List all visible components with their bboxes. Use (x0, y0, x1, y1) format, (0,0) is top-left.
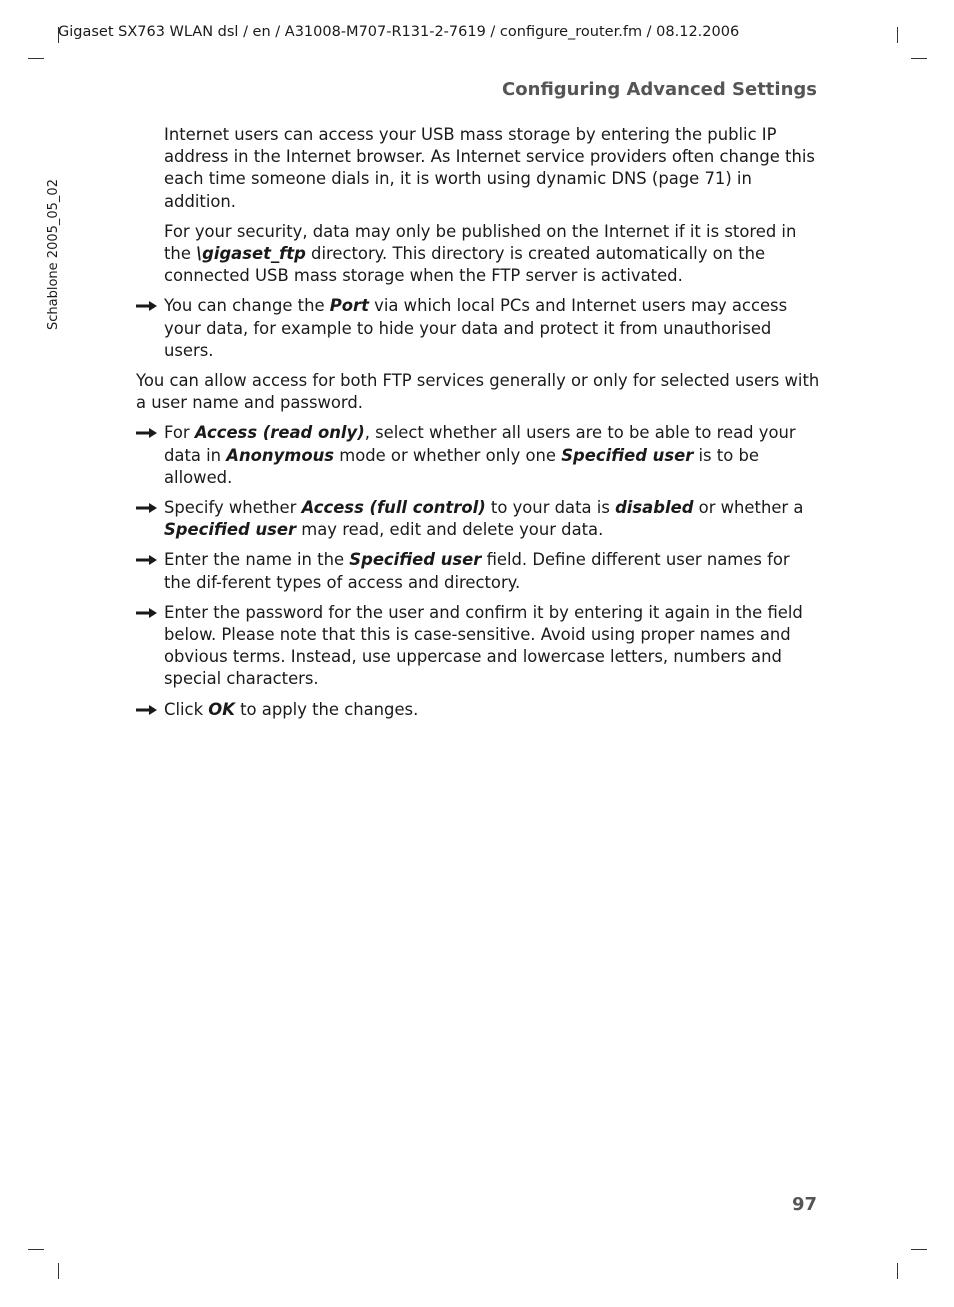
crop-mark (58, 1263, 59, 1279)
arrow-right-icon (136, 422, 158, 444)
ui-term: Access (full control) (301, 498, 486, 518)
ui-term: Anonymous (226, 445, 335, 465)
text-run: Enter the name in the (164, 550, 350, 570)
instruction-step (136, 295, 820, 362)
text-run: mode or whether only one (334, 445, 562, 465)
page-content (136, 124, 820, 729)
page-number: 97 (791, 1194, 817, 1215)
instruction-step (136, 497, 820, 541)
ui-term: Specified user (349, 550, 482, 570)
text-run: directory. This directory is created automatically on the connected USB mass storage when the FTP server is activated. (164, 244, 766, 286)
instruction-step (136, 699, 820, 721)
crop-mark (897, 1263, 898, 1279)
crop-mark (911, 58, 927, 59)
arrow-right-icon (136, 602, 158, 624)
text-run: field. Define different user names for the dif-ferent types of access and directory. (164, 550, 790, 592)
instruction-step (136, 549, 820, 593)
crop-mark (28, 58, 44, 59)
document-header (58, 24, 739, 40)
text-run: For your security, data may only be published on the Internet if it is stored in the (164, 221, 797, 264)
paragraph: You can allow access for both FTP services generally or only for selected users with a user name and password. (136, 371, 820, 413)
text-run: For (164, 423, 195, 443)
template-label: Schablone 2005_05_02 (46, 179, 61, 330)
text-run: is to be allowed. (164, 445, 759, 487)
crop-mark (28, 1249, 44, 1250)
text-run: via which local PCs and Internet users may access your data, for example to hide your data and protect it from unauthorised users. (164, 296, 788, 360)
text-run: to your data is (485, 498, 616, 518)
text-run: Click (164, 699, 209, 719)
section-title: Configuring Advanced Settings (502, 79, 817, 100)
ui-term: Specified user (164, 520, 297, 540)
header-doc-info: Gigaset SX763 WLAN dsl / en / A31008-M707-R131-2-7619 / configure_router.fm / 08.12.2006 (58, 24, 740, 40)
text-run: You can change the (164, 296, 330, 316)
crop-mark (911, 1249, 927, 1250)
ui-term: Specified user (561, 445, 694, 465)
paragraph: Internet users can access your USB mass storage by entering the public IP address in the Internet browser. As Internet service providers often change this each time someone dials in, it is worth using dynamic DNS (page 71) in addition. (164, 125, 815, 211)
ui-term: \gigaset_ftp (196, 244, 306, 264)
ui-term: Access (read only) (194, 423, 365, 443)
text-run: or whether a (693, 498, 804, 518)
arrow-right-icon (136, 699, 158, 721)
ui-term: Port (329, 296, 369, 316)
text-run: to apply the changes. (234, 699, 419, 719)
arrow-right-icon (136, 549, 158, 571)
arrow-right-icon (136, 295, 158, 317)
text-run: Enter the password for the user and confirm it by entering it again in the field below. Please note that this is case-sensitive. Avoid using proper names and obvious terms. Instead, use uppercase and lowercase letters, numbers and special characters. (164, 602, 803, 689)
crop-mark (897, 27, 898, 43)
instruction-step (136, 422, 820, 489)
ui-term: disabled (615, 498, 694, 518)
paragraph (136, 221, 820, 288)
text-run: Specify whether (164, 498, 302, 518)
text-run: may read, edit and delete your data. (296, 520, 604, 540)
instruction-step (136, 602, 820, 691)
arrow-right-icon (136, 497, 158, 519)
text-run: , select whether all users are to be able to read your data in (164, 423, 796, 465)
ui-term: OK (208, 699, 235, 719)
